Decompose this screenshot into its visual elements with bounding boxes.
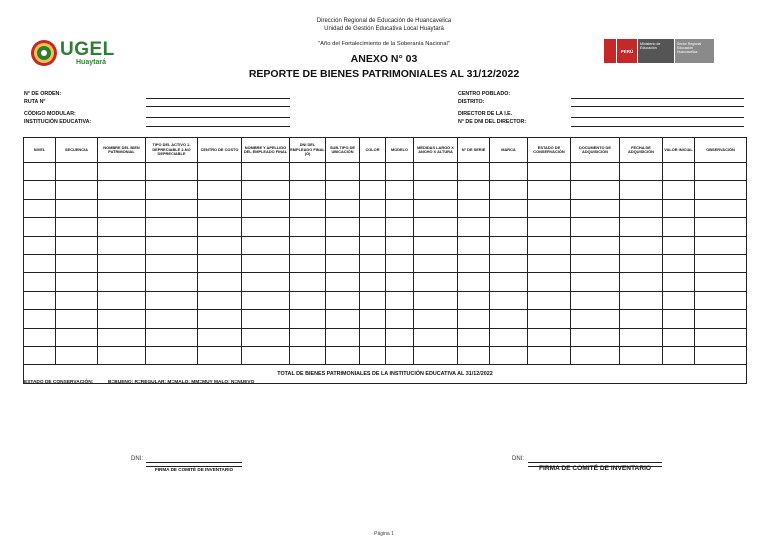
column-header-observacion: OBSERVACIÓN: [695, 138, 747, 163]
government-logo: [604, 39, 714, 65]
country-box: PERÚ: [617, 39, 637, 63]
table-cell[interactable]: [290, 254, 326, 272]
table-row: [24, 218, 747, 236]
right-dni-label: DNI:: [512, 456, 524, 462]
table-cell[interactable]: [490, 310, 528, 328]
table-cell[interactable]: [56, 236, 98, 254]
table-row: [24, 328, 747, 346]
right-dni-line[interactable]: [528, 462, 662, 463]
table-cell[interactable]: [663, 236, 695, 254]
table-cell[interactable]: [146, 254, 198, 272]
table-cell[interactable]: [663, 199, 695, 217]
table-cell[interactable]: [360, 346, 386, 364]
table-cell[interactable]: [56, 218, 98, 236]
table-cell[interactable]: [386, 218, 414, 236]
header-line-1: Dirección Regional de Educación de Huancavelica: [316, 18, 452, 24]
table-cell[interactable]: [620, 346, 663, 364]
table-cell[interactable]: [98, 273, 146, 291]
table-cell[interactable]: [198, 291, 242, 309]
conservation-legend: B=BUENO; R=REGULAR; M=MALO; MM=MUY MALO; N=NUEVO: [108, 380, 255, 385]
table-cell[interactable]: [360, 236, 386, 254]
table-cell[interactable]: [24, 181, 56, 199]
table-cell[interactable]: [56, 346, 98, 364]
table-body: [24, 163, 747, 384]
table-cell[interactable]: [414, 291, 458, 309]
table-cell[interactable]: [571, 346, 620, 364]
table-cell[interactable]: [663, 273, 695, 291]
table-cell[interactable]: [458, 181, 490, 199]
table-cell[interactable]: [663, 181, 695, 199]
table-cell[interactable]: [620, 199, 663, 217]
table-row: [24, 163, 747, 181]
table-cell[interactable]: [490, 346, 528, 364]
table-cell[interactable]: [98, 181, 146, 199]
column-header-nivel: NIVEL: [24, 138, 56, 163]
table-cell[interactable]: [528, 181, 571, 199]
table-cell[interactable]: [198, 163, 242, 181]
table-cell[interactable]: [620, 163, 663, 181]
table-cell[interactable]: [290, 273, 326, 291]
table-cell[interactable]: [386, 254, 414, 272]
table-cell[interactable]: [146, 236, 198, 254]
table-cell[interactable]: [56, 328, 98, 346]
table-cell[interactable]: [98, 163, 146, 181]
table-cell[interactable]: [458, 273, 490, 291]
table-cell[interactable]: [198, 273, 242, 291]
table-cell[interactable]: [98, 291, 146, 309]
column-header-modelo: MODELO: [386, 138, 414, 163]
table-row: [24, 236, 747, 254]
annex-title: ANEXO N° 03: [350, 53, 418, 65]
table-cell[interactable]: [663, 291, 695, 309]
column-header-serie: N° DE SERIE: [458, 138, 490, 163]
ugel-logo: [28, 38, 128, 70]
table-cell[interactable]: [528, 328, 571, 346]
table-cell[interactable]: [198, 254, 242, 272]
table-cell[interactable]: [56, 291, 98, 309]
table-cell[interactable]: [326, 273, 360, 291]
field-town-label: CENTRO POBLADO:: [458, 91, 511, 97]
table-cell[interactable]: [620, 181, 663, 199]
table-cell[interactable]: [242, 199, 290, 217]
table-cell[interactable]: [663, 328, 695, 346]
table-cell[interactable]: [24, 346, 56, 364]
table-cell[interactable]: [360, 328, 386, 346]
table-cell[interactable]: [490, 218, 528, 236]
table-cell[interactable]: [414, 346, 458, 364]
table-cell[interactable]: [490, 199, 528, 217]
table-cell[interactable]: [198, 199, 242, 217]
table-cell[interactable]: [98, 254, 146, 272]
column-header-centro-costo: CENTRO DE COSTO: [198, 138, 242, 163]
table-cell[interactable]: [695, 199, 747, 217]
table-cell[interactable]: [620, 254, 663, 272]
table-cell[interactable]: [695, 346, 747, 364]
table-header-row: [24, 138, 747, 163]
column-header-tipo-activo: TIPO DEL ACTIVO 1-DEPRECIABLE 2-NO DEPRECIABLE: [146, 138, 198, 163]
table-cell[interactable]: [326, 310, 360, 328]
column-header-medidas: MEDIDAS LARGO X ANCHO X ALTURA: [414, 138, 458, 163]
table-cell[interactable]: [242, 181, 290, 199]
table-row: [24, 291, 747, 309]
table-cell[interactable]: [242, 236, 290, 254]
table-cell[interactable]: [198, 328, 242, 346]
table-cell[interactable]: [146, 328, 198, 346]
table-cell[interactable]: [290, 346, 326, 364]
field-institution-label: INSTITUCIÓN EDUCATIVA:: [24, 119, 92, 125]
table-cell[interactable]: [242, 273, 290, 291]
table-cell[interactable]: [620, 328, 663, 346]
table-cell[interactable]: [56, 181, 98, 199]
table-cell[interactable]: [571, 310, 620, 328]
table-cell[interactable]: [528, 199, 571, 217]
page-number: Página 1: [374, 531, 394, 537]
table-cell[interactable]: [620, 218, 663, 236]
column-header-sub-tipo-ubicacion: SUB-TIPO DE UBICACIÓN: [326, 138, 360, 163]
table-cell[interactable]: [528, 163, 571, 181]
table-cell[interactable]: [414, 181, 458, 199]
ugel-logo-subtitle: Huaytará: [76, 59, 106, 66]
table-cell[interactable]: [24, 254, 56, 272]
header-slogan: "Año del Fortalecimiento de la Soberanía Nacional": [318, 41, 450, 47]
table-row: [24, 199, 747, 217]
table-cell[interactable]: [360, 273, 386, 291]
table-cell[interactable]: [414, 310, 458, 328]
table-cell[interactable]: [414, 218, 458, 236]
table-cell[interactable]: [56, 163, 98, 181]
table-cell[interactable]: [490, 273, 528, 291]
table-cell[interactable]: [146, 181, 198, 199]
table-cell[interactable]: [528, 310, 571, 328]
field-route-label: RUTA N°: [24, 99, 46, 105]
table-cell[interactable]: [24, 236, 56, 254]
table-cell[interactable]: [528, 236, 571, 254]
table-cell[interactable]: [290, 163, 326, 181]
conservation-label: ESTADO DE CONSERVACIÓN:: [24, 380, 94, 385]
table-cell[interactable]: [490, 163, 528, 181]
table-cell[interactable]: [695, 163, 747, 181]
office-box: Sector Regional Educación Huancavelica: [675, 39, 714, 63]
table-cell[interactable]: [414, 199, 458, 217]
table-cell[interactable]: [490, 181, 528, 199]
field-director-dni-label: N° DE DNI DEL DIRECTOR:: [458, 119, 527, 125]
table-cell[interactable]: [695, 218, 747, 236]
table-cell[interactable]: [695, 273, 747, 291]
table-row: [24, 181, 747, 199]
table-cell[interactable]: [326, 328, 360, 346]
table-cell[interactable]: [528, 273, 571, 291]
table-cell[interactable]: [146, 199, 198, 217]
table-cell[interactable]: [360, 254, 386, 272]
table-cell[interactable]: [620, 291, 663, 309]
table-cell[interactable]: [571, 218, 620, 236]
table-cell[interactable]: [695, 291, 747, 309]
field-director-dni-line[interactable]: [571, 126, 744, 127]
table-cell[interactable]: [386, 328, 414, 346]
table-cell[interactable]: [414, 273, 458, 291]
table-cell[interactable]: [146, 346, 198, 364]
table-cell[interactable]: [290, 310, 326, 328]
table-cell[interactable]: [98, 218, 146, 236]
field-director-line[interactable]: [571, 117, 744, 118]
ugel-logo-name: UGEL: [60, 39, 115, 60]
table-cell[interactable]: [458, 236, 490, 254]
table-cell[interactable]: [326, 163, 360, 181]
left-dni-label: DNI:: [131, 456, 143, 462]
field-director-label: DIRECTOR DE LA I.E.: [458, 111, 513, 117]
table-cell[interactable]: [290, 199, 326, 217]
table-cell[interactable]: [571, 328, 620, 346]
field-modular-code-line[interactable]: [146, 117, 290, 118]
table-cell[interactable]: [326, 346, 360, 364]
column-header-nombre-bien: NOMBRE DEL BIEN PATRIMONIAL: [98, 138, 146, 163]
table-cell[interactable]: [24, 328, 56, 346]
table-cell[interactable]: [198, 236, 242, 254]
table-cell[interactable]: [24, 310, 56, 328]
column-header-documento-adquisicion: DOCUMENTO DE ADQUISICIÓN: [571, 138, 620, 163]
table-cell[interactable]: [695, 236, 747, 254]
table-cell[interactable]: [290, 218, 326, 236]
field-town-line[interactable]: [571, 98, 744, 99]
table-cell[interactable]: [24, 199, 56, 217]
table-cell[interactable]: [24, 291, 56, 309]
table-cell[interactable]: [242, 346, 290, 364]
table-cell[interactable]: [490, 291, 528, 309]
table-cell[interactable]: [146, 163, 198, 181]
table-cell[interactable]: [360, 218, 386, 236]
table-cell[interactable]: [620, 310, 663, 328]
left-dni-line[interactable]: [146, 462, 242, 463]
table-cell[interactable]: [290, 181, 326, 199]
table-cell[interactable]: [695, 254, 747, 272]
table-cell[interactable]: [98, 310, 146, 328]
column-header-marca: MARCA: [490, 138, 528, 163]
column-header-dni-empleado: DNI DEL EMPLEADO FINAL (O): [290, 138, 326, 163]
column-header-valor-inicial: VALOR INICIAL: [663, 138, 695, 163]
inventory-table: [23, 137, 747, 384]
table-cell[interactable]: [360, 310, 386, 328]
table-cell[interactable]: [360, 199, 386, 217]
table-cell[interactable]: [360, 181, 386, 199]
table-cell[interactable]: [98, 328, 146, 346]
right-signature-label: FIRMA DE COMITÉ DE INVENTARIO: [538, 465, 652, 472]
table-cell[interactable]: [571, 236, 620, 254]
table-cell[interactable]: [242, 328, 290, 346]
table-cell[interactable]: [386, 291, 414, 309]
table-cell[interactable]: [242, 254, 290, 272]
table-cell[interactable]: [326, 218, 360, 236]
table-cell[interactable]: [290, 236, 326, 254]
table-cell[interactable]: [663, 254, 695, 272]
table-cell[interactable]: [290, 291, 326, 309]
table-cell[interactable]: [198, 181, 242, 199]
field-district-line[interactable]: [571, 106, 744, 107]
column-header-estado-conservacion: ESTADO DE CONSERVACIÓN: [528, 138, 571, 163]
table-cell[interactable]: [528, 254, 571, 272]
table-cell[interactable]: [24, 273, 56, 291]
table-cell[interactable]: [663, 310, 695, 328]
table-cell[interactable]: [360, 163, 386, 181]
table-cell[interactable]: [414, 163, 458, 181]
table-cell[interactable]: [98, 199, 146, 217]
table-cell[interactable]: [198, 346, 242, 364]
table-cell[interactable]: [386, 273, 414, 291]
table-cell[interactable]: [528, 346, 571, 364]
field-district-label: DISTRITO:: [458, 99, 485, 105]
table-cell[interactable]: [290, 328, 326, 346]
table-cell[interactable]: [198, 310, 242, 328]
ministry-box: Ministerio de Educación: [638, 39, 674, 63]
report-title: REPORTE DE BIENES PATRIMONIALES AL 31/12/2022: [248, 68, 520, 80]
header-line-2: Unidad de Gestión Educativa Local Huaytará: [324, 26, 444, 32]
table-cell[interactable]: [326, 181, 360, 199]
table-cell[interactable]: [56, 310, 98, 328]
table-row: [24, 346, 747, 364]
table-row: [24, 254, 747, 272]
table-cell[interactable]: [56, 254, 98, 272]
table-cell[interactable]: [571, 273, 620, 291]
table-cell[interactable]: [663, 163, 695, 181]
table-cell[interactable]: [414, 236, 458, 254]
column-header-empleado-final: NOMBRE Y APELLIDO DEL EMPLEADO FINAL: [242, 138, 290, 163]
table-cell[interactable]: [571, 199, 620, 217]
shield-icon: [604, 39, 616, 63]
table-cell[interactable]: [695, 181, 747, 199]
table-cell[interactable]: [571, 181, 620, 199]
table-cell[interactable]: [528, 291, 571, 309]
table-cell[interactable]: [414, 254, 458, 272]
column-header-secuencia: SECUENCIA: [56, 138, 98, 163]
table-cell[interactable]: [242, 291, 290, 309]
table-cell[interactable]: [146, 218, 198, 236]
table-cell[interactable]: [56, 273, 98, 291]
table-cell[interactable]: [24, 163, 56, 181]
field-order-label: N° DE ORDEN:: [24, 91, 62, 97]
table-cell[interactable]: [146, 291, 198, 309]
table-cell[interactable]: [458, 346, 490, 364]
table-cell[interactable]: [490, 236, 528, 254]
table-cell[interactable]: [571, 291, 620, 309]
table-cell[interactable]: [571, 163, 620, 181]
total-label: TOTAL DE BIENES PATRIMONIALES DE LA INSTITUCIÓN EDUCATIVA AL 31/12/2022: [24, 365, 747, 384]
table-cell[interactable]: [242, 163, 290, 181]
table-cell[interactable]: [458, 163, 490, 181]
table-cell[interactable]: [458, 199, 490, 217]
table-cell[interactable]: [386, 346, 414, 364]
table-cell[interactable]: [695, 328, 747, 346]
column-header-fecha-adquisicion: FECHA DE ADQUISICIÓN: [620, 138, 663, 163]
table-cell[interactable]: [386, 181, 414, 199]
table-cell[interactable]: [458, 254, 490, 272]
table-cell[interactable]: [242, 310, 290, 328]
table-cell[interactable]: [326, 291, 360, 309]
table-cell[interactable]: [360, 291, 386, 309]
table-cell[interactable]: [528, 218, 571, 236]
table-cell[interactable]: [571, 254, 620, 272]
table-cell[interactable]: [414, 328, 458, 346]
field-institution-line[interactable]: [146, 126, 290, 127]
table-row: [24, 273, 747, 291]
table-cell[interactable]: [24, 218, 56, 236]
table-cell[interactable]: [98, 346, 146, 364]
table-cell[interactable]: [386, 310, 414, 328]
table-cell[interactable]: [198, 218, 242, 236]
table-cell[interactable]: [663, 218, 695, 236]
table-cell[interactable]: [458, 310, 490, 328]
table-cell[interactable]: [326, 236, 360, 254]
table-cell[interactable]: [490, 254, 528, 272]
field-route-line[interactable]: [146, 106, 290, 107]
table-cell[interactable]: [458, 218, 490, 236]
table-cell[interactable]: [146, 273, 198, 291]
table-cell[interactable]: [663, 346, 695, 364]
left-signature-label: FIRMA DE COMITÉ DE INVENTARIO: [154, 467, 234, 472]
table-cell[interactable]: [146, 310, 198, 328]
table-cell[interactable]: [56, 199, 98, 217]
table-cell[interactable]: [458, 291, 490, 309]
table-cell[interactable]: [458, 328, 490, 346]
table-cell[interactable]: [242, 218, 290, 236]
table-cell[interactable]: [326, 254, 360, 272]
field-order-line[interactable]: [146, 98, 290, 99]
table-cell[interactable]: [386, 236, 414, 254]
column-header-color: COLOR: [360, 138, 386, 163]
table-cell[interactable]: [620, 236, 663, 254]
table-row: [24, 310, 747, 328]
field-modular-code-label: CÓDIGO MODULAR:: [24, 111, 76, 117]
table-cell[interactable]: [386, 163, 414, 181]
table-cell[interactable]: [620, 273, 663, 291]
table-cell[interactable]: [386, 199, 414, 217]
table-cell[interactable]: [98, 236, 146, 254]
table-cell[interactable]: [490, 328, 528, 346]
table-cell[interactable]: [326, 199, 360, 217]
table-cell[interactable]: [695, 310, 747, 328]
